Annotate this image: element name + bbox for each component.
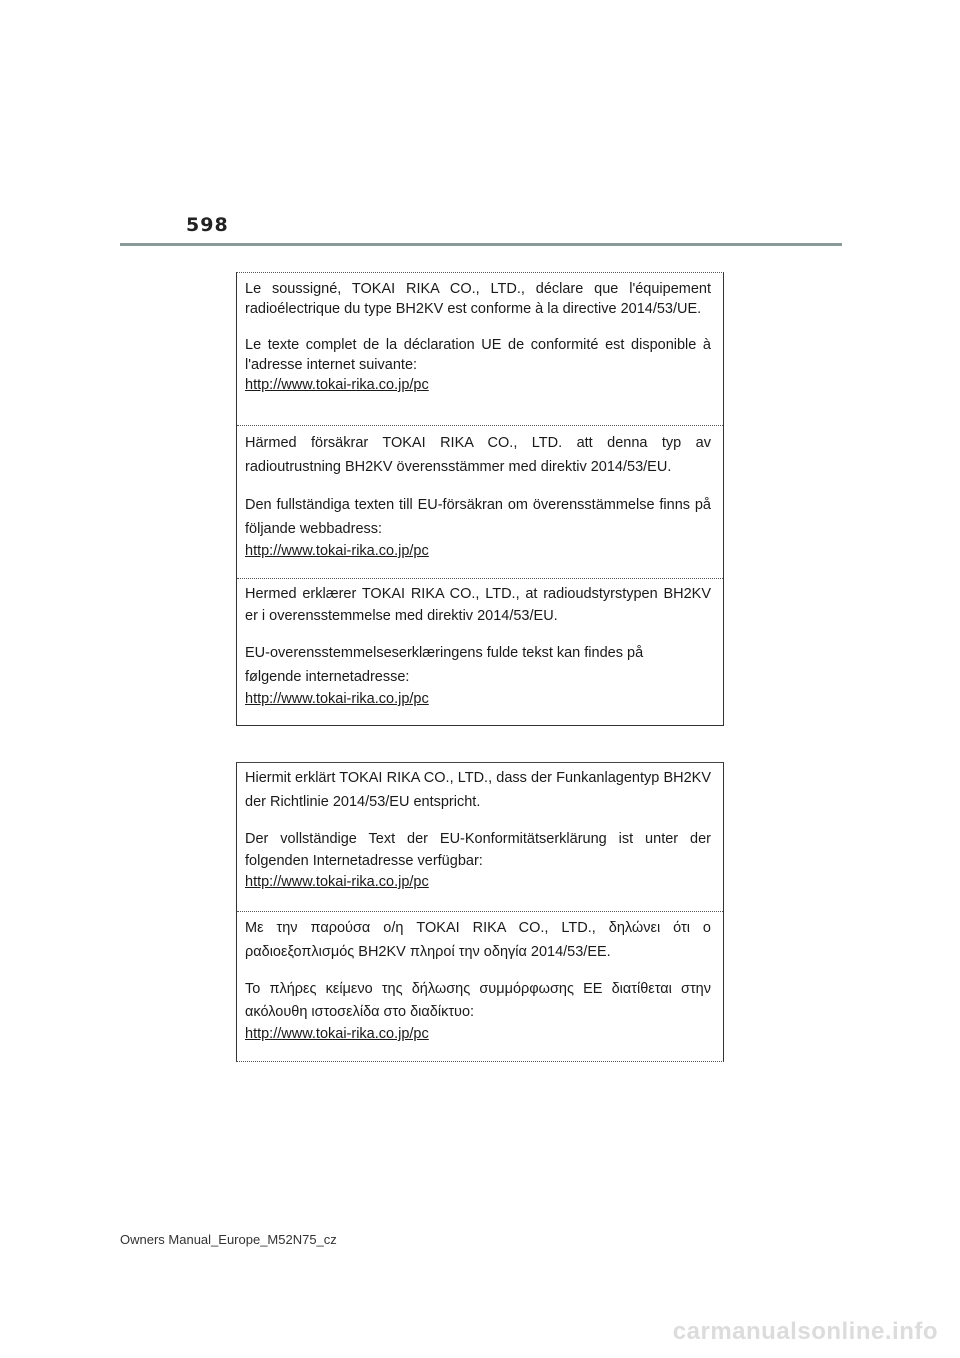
- declaration-section-sv: [237, 431, 723, 561]
- declaration-url-link[interactable]: http://www.tokai-rika.co.jp/pc: [245, 543, 429, 559]
- declaration-availability: EU-overensstemmelseserklæringens fulde tekst kan findes på følgende internetadresse:: [245, 645, 644, 685]
- declaration-availability: Den fullständiga texten till EU-försäkran om överensstämmelse finns på följande webbadress:: [245, 497, 711, 537]
- declaration-panel-1: [236, 272, 724, 726]
- declaration-url-link[interactable]: http://www.tokai-rika.co.jp/pc: [245, 1026, 429, 1042]
- declaration-statement: Με την παρούσα ο/η TOKAI RIKA CO., LTD., δηλώνει ότι ο ραδιοεξοπλισμός BH2KV πληροί την οδηγία 2014/53/ΕΕ.: [245, 920, 711, 960]
- declaration-url-link[interactable]: http://www.tokai-rika.co.jp/pc: [245, 874, 429, 890]
- declaration-section-el: [237, 916, 723, 1044]
- declaration-panel-2: [236, 762, 724, 1062]
- declaration-statement: Le soussigné, TOKAI RIKA CO., LTD., déclare que l'équipement radioélectrique du type BH2KV est conforme à la directive 2014/53/UE.: [245, 281, 711, 317]
- declaration-statement: Härmed försäkrar TOKAI RIKA CO., LTD. att denna typ av radioutrustning BH2KV överensstämmer med direktiv 2014/53/EU.: [245, 435, 711, 475]
- declaration-availability: Der vollständige Text der EU-Konformitätserklärung ist unter der folgenden Internetadresse verfügbar:: [245, 831, 711, 869]
- declaration-availability: Το πλήρες κείμενο της δήλωσης συμμόρφωσης ΕΕ διατίθεται στην ακόλουθη ιστοσελίδα στο διαδίκτυο:: [245, 981, 711, 1020]
- declaration-statement: Hermed erklærer TOKAI RIKA CO., LTD., at radioudstyrstypen BH2KV er i overensstemmelse med direktiv 2014/53/EU.: [245, 586, 711, 624]
- declaration-availability: Le texte complet de la déclaration UE de conformité est disponible à l'adresse internet suivante:: [245, 337, 711, 373]
- declaration-url-link[interactable]: http://www.tokai-rika.co.jp/pc: [245, 691, 429, 707]
- page-number: 598: [186, 214, 229, 236]
- header-rule: [120, 243, 842, 246]
- section-divider: [237, 578, 723, 579]
- declaration-statement: Hiermit erklärt TOKAI RIKA CO., LTD., dass der Funkanlagentyp BH2KV der Richtlinie 2014/53/EU entspricht.: [245, 770, 711, 810]
- declaration-section-da: [237, 583, 723, 709]
- site-watermark: carmanualsonline.info: [672, 1318, 938, 1345]
- declaration-section-fr: [237, 279, 723, 395]
- section-divider: [237, 911, 723, 912]
- declaration-section-de: [237, 766, 723, 892]
- section-divider: [237, 425, 723, 426]
- page-footer: Owners Manual_Europe_M52N75_cz: [120, 1232, 337, 1247]
- declaration-url-link[interactable]: http://www.tokai-rika.co.jp/pc: [245, 377, 429, 393]
